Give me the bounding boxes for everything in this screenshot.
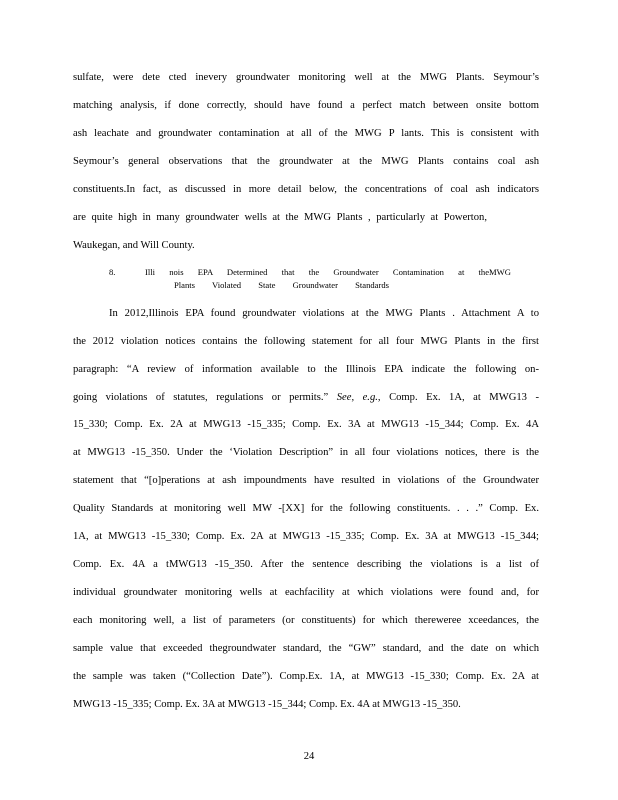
body-text-line: sample value that exceeded thegroundwater standard, the “GW” standard, and the date on which [73,643,539,654]
page-number: 24 [303,751,315,762]
body-text-line: the sample was taken (“Collection Date”). Comp.Ex. 1A, at MWG13 -15_330; Comp. Ex. 2A at [73,671,539,682]
section-heading-line: Illi nois EPA Determined that the Groundwater Contamination at theMWG [145,267,511,277]
body-text-line: Waukegan, and Will County. [73,240,195,251]
body-text-line: Comp. Ex. 4A a tMWG13 -15_350. After the sentence describing the violations is a list of [73,559,539,570]
body-text-line: ash leachate and groundwater contamination at all of the MWG P lants. This is consistent with [73,128,539,139]
body-text-line: constituents.In fact, as discussed in more detail below, the concentrations of coal ash indicators [73,184,539,195]
body-text-line: at MWG13 -15_350. Under the ‘Violation Description” in all four violations notices, there is the [73,447,539,458]
body-text-line: 1A, at MWG13 -15_330; Comp. Ex. 2A at MWG13 -15_335; Comp. Ex. 3A at MWG13 -15_344; [73,531,539,542]
body-text-line: the 2012 violation notices contains the following statement for all four MWG Plants in the first [73,336,539,347]
body-text-line: going violations of statutes, regulations or permits.” See, e.g., Comp. Ex. 1A, at MWG13 - [73,392,539,403]
body-text-line: individual groundwater monitoring wells at eachfacility at which violations were found and, for [73,587,539,598]
section-heading-line: Plants Violated State Groundwater Standards [174,280,389,290]
body-text-line: In 2012,Illinois EPA found groundwater violations at the MWG Plants . Attachment A to [109,308,539,319]
body-text-line: matching analysis, if done correctly, should have found a perfect match between onsite bottom [73,100,539,111]
body-text-line: paragraph: “A review of information available to the Illinois EPA indicate the following on- [73,364,539,375]
body-text-line: are quite high in many groundwater wells at the MWG Plants , particularly at Powerton, [73,212,487,223]
body-text-line: statement that “[o]perations at ash impoundments have resulted in violations of the Groundwater [73,475,539,486]
body-text-line: Quality Standards at monitoring well MW -[XX] for the following constituents. . . .” Comp. Ex. [73,503,539,514]
body-text-line: MWG13 -15_335; Comp. Ex. 3A at MWG13 -15_344; Comp. Ex. 4A at MWG13 -15_350. [73,699,461,710]
body-text-line: Seymour’s general observations that the groundwater at the MWG Plants contains coal ash [73,156,539,167]
body-text-line: each monitoring well, a list of parameters (or constituents) for which thereweree xceedances, the [73,615,539,626]
body-text-line: 15_330; Comp. Ex. 2A at MWG13 -15_335; Comp. Ex. 3A at MWG13 -15_344; Comp. Ex. 4A [73,419,539,430]
citation-signal: See, e.g., [336,392,381,403]
section-number: 8. [109,267,116,277]
body-text-line: sulfate, were dete cted inevery groundwater monitoring well at the MWG Plants. Seymour’s [73,72,539,83]
